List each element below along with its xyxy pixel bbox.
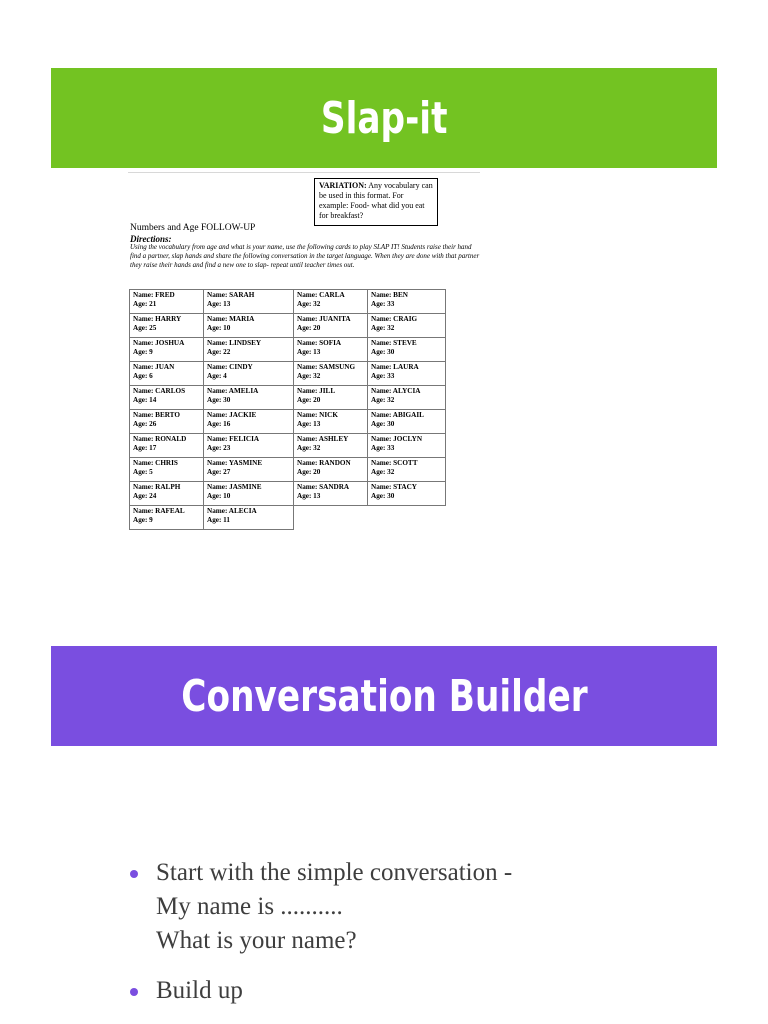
card-age: Age: 21 [133, 300, 157, 308]
name-card-cell [130, 434, 204, 458]
card-name: Name: SARAH [207, 291, 255, 299]
directions-heading: Directions: [130, 234, 172, 244]
conversation-builder-banner [51, 646, 717, 746]
card-name: Name: RAFEAL [133, 507, 185, 515]
variation-label: VARIATION: [319, 181, 367, 190]
name-card-cell [294, 434, 368, 458]
card-age: Age: 13 [207, 300, 231, 308]
card-name: Name: CARLOS [133, 387, 186, 395]
name-card-cell [130, 410, 204, 434]
card-age: Age: 32 [297, 372, 321, 380]
bullet-list [130, 856, 690, 1024]
conversation-builder-title: Conversation Builder [180, 670, 588, 722]
card-age: Age: 33 [371, 300, 395, 308]
card-age: Age: 27 [207, 468, 231, 476]
bullet-text-line: Build up [156, 977, 243, 1004]
worksheet-image [128, 172, 480, 566]
table-row [130, 482, 446, 506]
card-name: Name: STEVE [371, 339, 417, 347]
card-age: Age: 13 [297, 420, 321, 428]
card-name: Name: JACKIE [207, 411, 257, 419]
card-age: Age: 22 [207, 348, 231, 356]
empty-cell [368, 506, 446, 530]
card-age: Age: 33 [371, 372, 395, 380]
card-name: Name: CINDY [207, 363, 253, 371]
card-name: Name: CARLA [297, 291, 345, 299]
name-card-cell [368, 290, 446, 314]
name-card-cell [368, 338, 446, 362]
card-age: Age: 33 [371, 444, 395, 452]
card-age: Age: 30 [207, 396, 231, 404]
name-age-cards-table [129, 289, 446, 530]
card-age: Age: 20 [297, 396, 321, 404]
card-age: Age: 23 [207, 444, 231, 452]
variation-box [314, 178, 438, 226]
bullet-text-line: Start with the simple conversation - [156, 859, 513, 886]
card-name: Name: JASMINE [207, 483, 262, 491]
name-card-cell [294, 458, 368, 482]
card-name: Name: AMELIA [207, 387, 259, 395]
card-name: Name: JOSHUA [133, 339, 185, 347]
table-row [130, 506, 446, 530]
name-card-cell [204, 458, 294, 482]
slap-it-title: Slap-it [320, 92, 448, 144]
card-age: Age: 11 [207, 516, 230, 524]
name-card-cell [294, 482, 368, 506]
table-row [130, 410, 446, 434]
card-age: Age: 20 [297, 324, 321, 332]
card-age: Age: 10 [207, 324, 231, 332]
card-name: Name: HARRY [133, 315, 182, 323]
card-age: Age: 32 [297, 444, 321, 452]
card-age: Age: 5 [133, 468, 153, 476]
card-name: Name: FRED [133, 291, 175, 299]
name-card-cell [130, 338, 204, 362]
table-row [130, 338, 446, 362]
name-card-cell [204, 482, 294, 506]
card-age: Age: 13 [297, 492, 321, 500]
name-card-cell [368, 314, 446, 338]
name-card-cell [130, 506, 204, 530]
table-row [130, 314, 446, 338]
name-card-cell [130, 458, 204, 482]
card-age: Age: 20 [297, 468, 321, 476]
name-card-cell [130, 314, 204, 338]
card-name: Name: JILL [297, 387, 336, 395]
bullet-text-line: My name is .......... [156, 893, 343, 920]
table-row [130, 434, 446, 458]
name-card-cell [204, 338, 294, 362]
worksheet-title: Numbers and Age FOLLOW-UP [130, 223, 256, 233]
card-name: Name: FELICIA [207, 435, 260, 443]
directions-text: Using the vocabulary from age and what is your name, use the following cards to play SLAP IT! Students raise their hand find a partner, slap hands and share the following conversation in the target language. When they are done with that partner they raise their hands and find a new one to slap- repeat until teacher times out. [130, 243, 480, 269]
card-age: Age: 16 [207, 420, 231, 428]
table-row [130, 290, 446, 314]
table-row [130, 458, 446, 482]
name-card-cell [204, 314, 294, 338]
worksheet-top-rule [128, 172, 480, 173]
name-card-cell [130, 290, 204, 314]
card-age: Age: 10 [207, 492, 231, 500]
name-card-cell [204, 386, 294, 410]
name-card-cell [294, 338, 368, 362]
bullet-dot-icon [130, 870, 138, 878]
card-name: Name: BERTO [133, 411, 180, 419]
card-age: Age: 32 [371, 324, 395, 332]
table-row [130, 362, 446, 386]
card-age: Age: 32 [371, 396, 395, 404]
card-name: Name: NICK [297, 411, 338, 419]
card-name: Name: YASMINE [207, 459, 263, 467]
card-age: Age: 4 [207, 372, 227, 380]
name-card-cell [368, 386, 446, 410]
name-card-cell [130, 482, 204, 506]
card-age: Age: 26 [133, 420, 157, 428]
bullet-dot-icon [130, 988, 138, 996]
card-age: Age: 32 [297, 300, 321, 308]
name-card-cell [294, 386, 368, 410]
bullet-item [130, 856, 690, 958]
card-age: Age: 17 [133, 444, 157, 452]
card-name: Name: STACY [371, 483, 417, 491]
card-age: Age: 24 [133, 492, 157, 500]
card-name: Name: ALECIA [207, 507, 257, 515]
card-name: Name: JUANITA [297, 315, 351, 323]
card-name: Name: SAMSUNG [297, 363, 356, 371]
name-card-cell [368, 482, 446, 506]
name-card-cell [204, 290, 294, 314]
card-name: Name: MARIA [207, 315, 255, 323]
variation-text: Any vocabulary can be used in this format. For example: Food- what did you eat for breakfast? [319, 181, 433, 220]
card-age: Age: 30 [371, 492, 395, 500]
card-age: Age: 13 [297, 348, 321, 356]
card-age: Age: 9 [133, 516, 153, 524]
card-age: Age: 30 [371, 420, 395, 428]
table-row [130, 386, 446, 410]
bullet-item [130, 974, 690, 1008]
name-card-cell [294, 290, 368, 314]
name-card-cell [368, 458, 446, 482]
name-card-cell [130, 362, 204, 386]
name-card-cell [204, 434, 294, 458]
name-card-cell [294, 314, 368, 338]
card-name: Name: CHRIS [133, 459, 178, 467]
card-name: Name: SOFIA [297, 339, 342, 347]
empty-cell [294, 506, 368, 530]
bullet-text-line: What is your name? [156, 927, 357, 954]
card-age: Age: 9 [133, 348, 153, 356]
name-card-cell [204, 506, 294, 530]
name-card-cell [368, 434, 446, 458]
card-age: Age: 30 [371, 348, 395, 356]
name-card-cell [368, 362, 446, 386]
card-name: Name: RANDON [297, 459, 351, 467]
card-name: Name: ASHLEY [297, 435, 349, 443]
card-age: Age: 32 [371, 468, 395, 476]
name-card-cell [294, 410, 368, 434]
card-name: Name: ABIGAIL [371, 411, 424, 419]
card-name: Name: LAURA [371, 363, 419, 371]
name-card-cell [204, 410, 294, 434]
name-card-cell [204, 362, 294, 386]
name-card-cell [368, 410, 446, 434]
card-age: Age: 6 [133, 372, 153, 380]
card-name: Name: CRAIG [371, 315, 418, 323]
card-name: Name: SCOTT [371, 459, 418, 467]
card-name: Name: JOCLYN [371, 435, 423, 443]
card-name: Name: LINDSEY [207, 339, 262, 347]
card-name: Name: RONALD [133, 435, 187, 443]
card-age: Age: 25 [133, 324, 157, 332]
card-name: Name: JUAN [133, 363, 175, 371]
card-name: Name: SANDRA [297, 483, 350, 491]
card-name: Name: ALYCIA [371, 387, 421, 395]
card-name: Name: RALPH [133, 483, 181, 491]
slap-it-banner [51, 68, 717, 168]
name-card-cell [294, 362, 368, 386]
name-card-cell [130, 386, 204, 410]
card-name: Name: BEN [371, 291, 408, 299]
card-age: Age: 14 [133, 396, 157, 404]
